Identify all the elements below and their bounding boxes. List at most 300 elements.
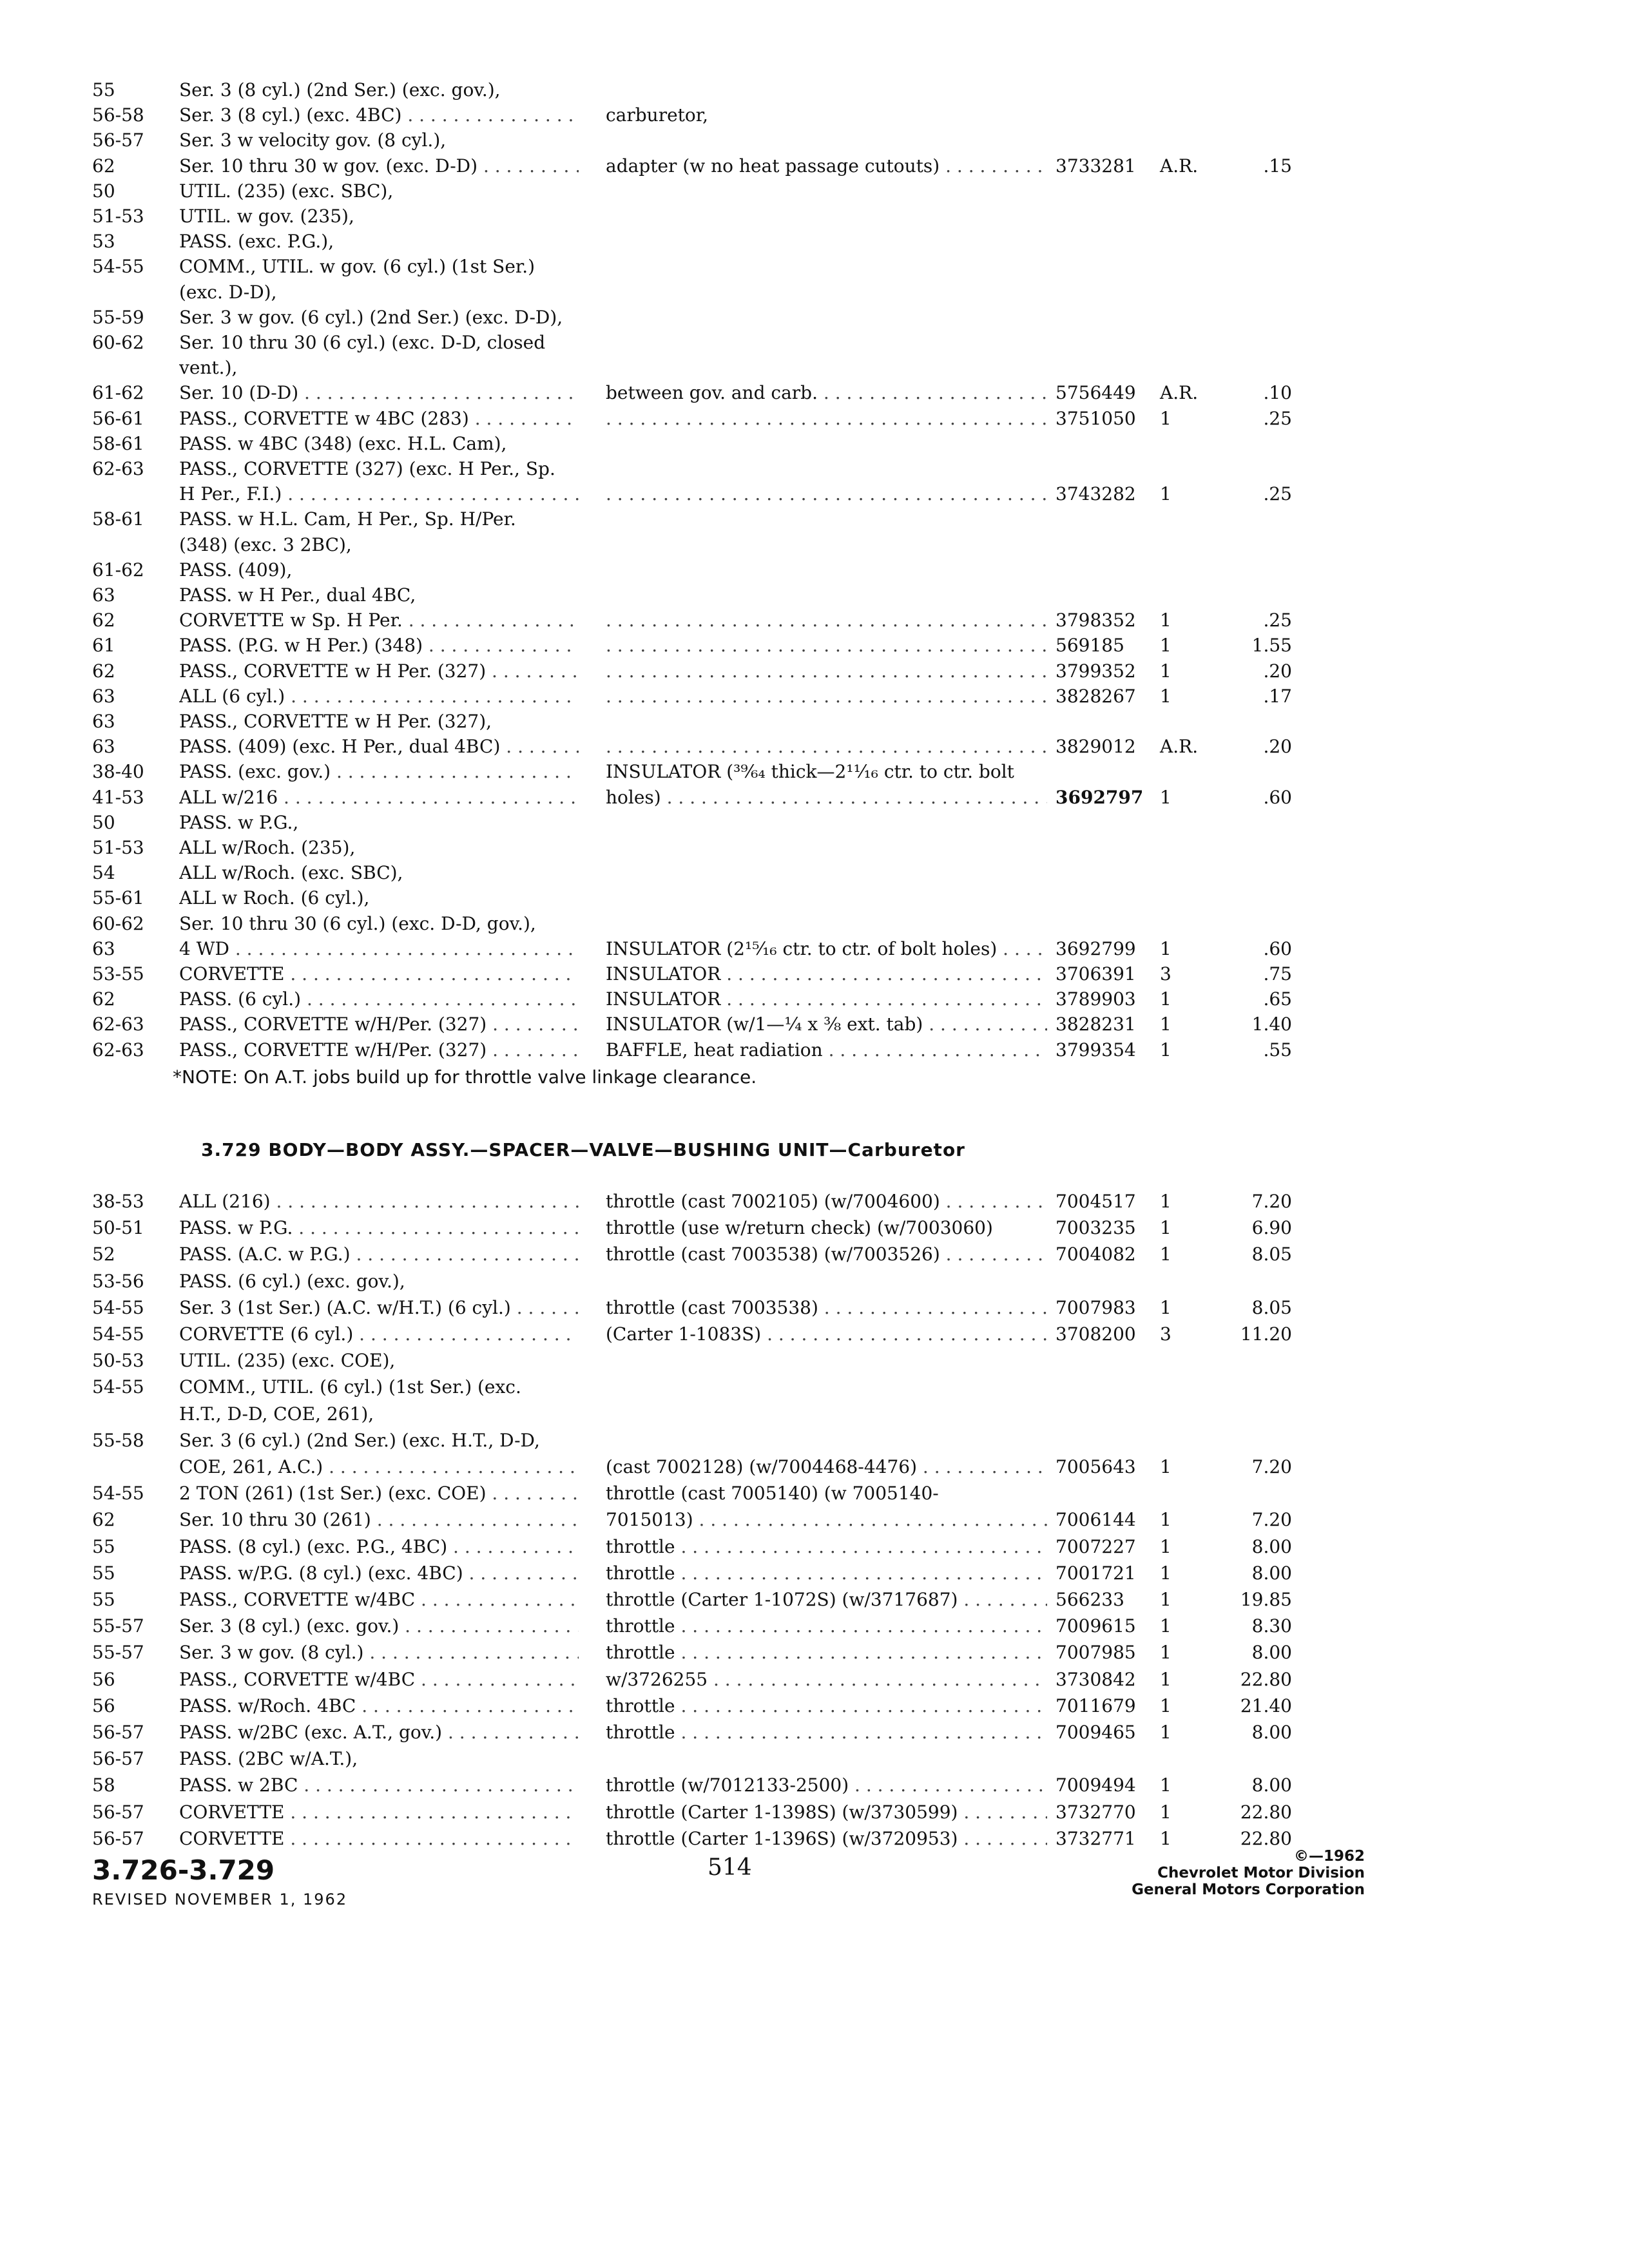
- description-cell: (cast 7002128) (w/7004468-4476) . . .: [606, 1454, 1047, 1480]
- year-cell: 54-55: [92, 256, 144, 278]
- year-cell: 62: [92, 610, 115, 631]
- application-cell: Ser. 3 (8 cyl.) (exc. gov.) . . .: [179, 1613, 579, 1639]
- table-row: [0, 1720, 1629, 1745]
- table-row: [0, 481, 1629, 507]
- year-cell: 55-59: [92, 306, 144, 328]
- year-cell: 58-61: [92, 508, 144, 530]
- table-row: [0, 1242, 1629, 1267]
- application-cell: PASS. w P.G.,: [179, 811, 299, 833]
- table-row: [0, 582, 1629, 608]
- part-number-cell: 7003235: [1055, 1217, 1136, 1239]
- table-row: [0, 608, 1629, 633]
- year-cell: 54-55: [92, 1296, 144, 1318]
- part-number-cell: 7011679: [1055, 1695, 1136, 1716]
- description-cell: [606, 734, 1047, 760]
- year-cell: 51-53: [92, 206, 144, 227]
- application-cell: PASS. w/Roch. 4BC . . .: [179, 1693, 579, 1719]
- application-cell: COMM., UTIL. w gov. (6 cyl.) (1st Ser.): [179, 256, 535, 278]
- table-row: [0, 785, 1629, 811]
- table-row: [0, 1012, 1629, 1037]
- revision-date: REVISED NOVEMBER 1, 1962: [92, 1890, 348, 1908]
- application-cell: PASS. w 2BC . . .: [179, 1773, 579, 1798]
- description-cell: between gov. and carb. . . .: [606, 380, 1047, 406]
- quantity-cell: 1: [1160, 1296, 1171, 1318]
- part-number-cell: 7005643: [1055, 1456, 1136, 1477]
- quantity-cell: 1: [1160, 1695, 1171, 1716]
- year-cell: 60-62: [92, 912, 144, 934]
- table-row: [0, 835, 1629, 861]
- application-cell: Ser. 10 thru 30 (261) . . .: [179, 1507, 579, 1533]
- table-row: [0, 102, 1629, 128]
- table-row: [0, 1295, 1629, 1321]
- part-number-cell: 3789903: [1055, 988, 1136, 1010]
- part-number-cell: 3706391: [1055, 963, 1136, 985]
- part-number-cell: 569185: [1055, 635, 1124, 657]
- price-cell: .65: [1263, 988, 1292, 1010]
- year-cell: 63: [92, 736, 115, 758]
- price-cell: .25: [1263, 407, 1292, 429]
- quantity-cell: 3: [1160, 963, 1171, 985]
- application-cell: Ser. 3 (6 cyl.) (2nd Ser.) (exc. H.T., D-D,: [179, 1429, 540, 1451]
- price-cell: 6.90: [1251, 1217, 1292, 1239]
- application-cell: PASS. (409) (exc. H Per., dual 4BC) . . .: [179, 734, 579, 760]
- year-cell: 62: [92, 988, 115, 1010]
- application-cell: PASS., CORVETTE w H Per. (327) . . .: [179, 658, 579, 684]
- application-cell: CORVETTE . . .: [179, 1826, 579, 1852]
- table-row: [0, 1401, 1629, 1427]
- price-cell: .60: [1263, 786, 1292, 808]
- year-cell: 51-53: [92, 837, 144, 858]
- footnote: *NOTE: On A.T. jobs build up for throttle valve linkage clearance.: [173, 1066, 757, 1088]
- part-number-cell: 3798352: [1055, 610, 1136, 631]
- table-row: [0, 1800, 1629, 1825]
- table-row: [0, 128, 1629, 153]
- table-row: [0, 633, 1629, 658]
- part-number-cell: 3733281: [1055, 155, 1136, 177]
- quantity-cell: 1: [1160, 1244, 1171, 1265]
- application-cell: PASS. (8 cyl.) (exc. P.G., 4BC) . . .: [179, 1534, 579, 1560]
- table-row: [0, 532, 1629, 558]
- corporation-name: General Motors Corporation: [1132, 1881, 1365, 1898]
- section-heading: 3.729 BODY—BODY ASSY.—SPACER—VALVE—BUSHING UNIT—Carburetor: [201, 1139, 965, 1160]
- table-row: [0, 406, 1629, 432]
- application-cell: PASS. w H Per., dual 4BC,: [179, 584, 416, 606]
- year-cell: 62-63: [92, 458, 144, 479]
- price-cell: 8.05: [1251, 1244, 1292, 1265]
- year-cell: 61-62: [92, 559, 144, 581]
- description-cell: throttle (cast 7002105) (w/7004600) . . .: [606, 1189, 1047, 1215]
- year-cell: 54-55: [92, 1483, 144, 1504]
- description-cell: INSULATOR . . .: [606, 986, 1047, 1012]
- description-cell: throttle (Carter 1-1398S) (w/3730599) . . .: [606, 1800, 1047, 1825]
- year-cell: 55: [92, 1589, 115, 1610]
- year-cell: 61-62: [92, 382, 144, 404]
- application-cell: PASS. w 4BC (348) (exc. H.L. Cam),: [179, 432, 507, 454]
- year-cell: 56-57: [92, 130, 144, 151]
- quantity-cell: A.R.: [1160, 736, 1199, 758]
- description-cell: INSULATOR (w/1—¼ x ⅜ ext. tab) . . .: [606, 1012, 1047, 1037]
- quantity-cell: 1: [1160, 635, 1171, 657]
- table-row: [0, 1215, 1629, 1241]
- description-cell: [606, 633, 1047, 658]
- price-cell: 7.20: [1251, 1456, 1292, 1477]
- quantity-cell: 1: [1160, 1827, 1171, 1849]
- application-cell: ALL w/Roch. (235),: [179, 837, 356, 858]
- table-row: [0, 1428, 1629, 1454]
- application-cell: Ser. 3 w velocity gov. (8 cyl.),: [179, 130, 447, 151]
- application-cell: ALL w/216 . . .: [179, 785, 579, 811]
- year-cell: 56-57: [92, 1722, 144, 1743]
- application-cell: PASS. (409),: [179, 559, 293, 581]
- application-cell: CORVETTE (6 cyl.) . . .: [179, 1321, 579, 1347]
- part-number-cell: 7009615: [1055, 1615, 1136, 1637]
- application-cell: PASS., CORVETTE w/H/Per. (327) . . .: [179, 1012, 579, 1037]
- year-cell: 50-51: [92, 1217, 144, 1239]
- application-cell: PASS. w H.L. Cam, H Per., Sp. H/Per.: [179, 508, 516, 530]
- price-cell: 8.00: [1251, 1642, 1292, 1664]
- application-cell: Ser. 10 (D-D) . . .: [179, 380, 579, 406]
- description-cell: throttle (cast 7005140) (w 7005140-: [606, 1483, 939, 1504]
- year-cell: 38-40: [92, 761, 144, 783]
- description-cell: carburetor,: [606, 104, 708, 126]
- price-cell: 8.05: [1251, 1296, 1292, 1318]
- year-cell: 54-55: [92, 1323, 144, 1345]
- table-row: [0, 860, 1629, 886]
- table-row: [0, 355, 1629, 381]
- table-row: [0, 658, 1629, 684]
- quantity-cell: 1: [1160, 1509, 1171, 1531]
- price-cell: .20: [1263, 736, 1292, 758]
- price-cell: .17: [1263, 685, 1292, 707]
- application-cell: UTIL. w gov. (235),: [179, 206, 354, 227]
- application-cell: PASS. (A.C. w P.G.) . . .: [179, 1242, 579, 1267]
- quantity-cell: 1: [1160, 1774, 1171, 1796]
- application-cell: PASS., CORVETTE (327) (exc. H Per., Sp.: [179, 458, 555, 479]
- year-cell: 58-61: [92, 432, 144, 454]
- year-cell: 41-53: [92, 786, 144, 808]
- application-cell: Ser. 3 w gov. (6 cyl.) (2nd Ser.) (exc. D-D),: [179, 306, 563, 328]
- year-cell: 60-62: [92, 332, 144, 353]
- quantity-cell: 1: [1160, 1014, 1171, 1035]
- price-cell: 7.20: [1251, 1191, 1292, 1212]
- table-row: [0, 280, 1629, 305]
- part-number-cell: 7001721: [1055, 1562, 1136, 1584]
- quantity-cell: 1: [1160, 685, 1171, 707]
- quantity-cell: 1: [1160, 988, 1171, 1010]
- description-cell: 7015013) . . .: [606, 1507, 1047, 1533]
- description-cell: throttle . . .: [606, 1720, 1047, 1745]
- year-cell: 56-58: [92, 104, 144, 126]
- year-cell: 62-63: [92, 1039, 144, 1061]
- description-cell: [606, 684, 1047, 709]
- table-row: [0, 204, 1629, 229]
- year-cell: 55-57: [92, 1642, 144, 1664]
- table-row: [0, 1481, 1629, 1506]
- description-cell: throttle . . .: [606, 1561, 1047, 1586]
- table-row: [0, 961, 1629, 987]
- year-cell: 55: [92, 1562, 115, 1584]
- year-cell: 63: [92, 937, 115, 959]
- price-cell: .25: [1263, 610, 1292, 631]
- table-row: [0, 229, 1629, 255]
- section-code: 3.726-3.729: [92, 1854, 275, 1886]
- part-number-cell: 3692797: [1055, 786, 1144, 808]
- year-cell: 50-53: [92, 1350, 144, 1372]
- application-cell: PASS., CORVETTE w H Per. (327),: [179, 711, 492, 732]
- price-cell: .75: [1263, 963, 1292, 985]
- table-row: [0, 1454, 1629, 1480]
- part-number-cell: 3829012: [1055, 736, 1136, 758]
- application-cell: (348) (exc. 3 2BC),: [179, 533, 352, 555]
- table-row: [0, 1037, 1629, 1063]
- description-cell: throttle . . .: [606, 1613, 1047, 1639]
- quantity-cell: 1: [1160, 610, 1171, 631]
- copyright-year: ©—1962: [1293, 1848, 1365, 1865]
- description-cell: throttle (use w/return check) (w/7003060): [606, 1217, 993, 1239]
- part-number-cell: 3743282: [1055, 483, 1136, 505]
- application-cell: Ser. 10 thru 30 (6 cyl.) (exc. D-D, gov.),: [179, 912, 536, 934]
- table-row: [0, 1613, 1629, 1639]
- quantity-cell: 1: [1160, 1191, 1171, 1212]
- part-number-cell: 566233: [1055, 1589, 1124, 1610]
- application-cell: Ser. 3 (1st Ser.) (A.C. w/H.T.) (6 cyl.) . . .: [179, 1295, 579, 1321]
- table-row: [0, 1667, 1629, 1693]
- table-row: [0, 456, 1629, 482]
- description-cell: [606, 658, 1047, 684]
- table-row: [0, 885, 1629, 911]
- application-cell: PASS. (exc. P.G.),: [179, 231, 334, 253]
- quantity-cell: 1: [1160, 1642, 1171, 1664]
- application-cell: PASS., CORVETTE w/H/Per. (327) . . .: [179, 1037, 579, 1063]
- table-row: [0, 380, 1629, 406]
- description-cell: throttle . . .: [606, 1640, 1047, 1666]
- table-row: [0, 1587, 1629, 1613]
- year-cell: 56-57: [92, 1748, 144, 1770]
- year-cell: 56-57: [92, 1801, 144, 1823]
- table-row: [0, 986, 1629, 1012]
- price-cell: 22.80: [1240, 1668, 1292, 1690]
- price-cell: 8.00: [1251, 1774, 1292, 1796]
- price-cell: 8.00: [1251, 1562, 1292, 1584]
- quantity-cell: 1: [1160, 1589, 1171, 1610]
- part-number-cell: 3730842: [1055, 1668, 1136, 1690]
- description-cell: throttle (cast 7003538) (w/7003526) . . .: [606, 1242, 1047, 1267]
- quantity-cell: 1: [1160, 1456, 1171, 1477]
- quantity-cell: 3: [1160, 1323, 1171, 1345]
- quantity-cell: 1: [1160, 1668, 1171, 1690]
- part-number-cell: 7007983: [1055, 1296, 1136, 1318]
- year-cell: 58: [92, 1774, 115, 1796]
- description-cell: INSULATOR (³⁹⁄₆₄ thick—2¹¹⁄₁₆ ctr. to ctr. bolt: [606, 761, 1014, 783]
- description-cell: (Carter 1-1083S) . . .: [606, 1321, 1047, 1347]
- price-cell: 19.85: [1240, 1589, 1292, 1610]
- year-cell: 63: [92, 685, 115, 707]
- application-cell: PASS. (6 cyl.) . . .: [179, 986, 579, 1012]
- price-cell: .25: [1263, 483, 1292, 505]
- application-cell: PASS. (exc. gov.) . . .: [179, 759, 579, 785]
- table-row: [0, 709, 1629, 735]
- description-cell: [606, 608, 1047, 633]
- quantity-cell: 1: [1160, 1801, 1171, 1823]
- price-cell: 22.80: [1240, 1827, 1292, 1849]
- price-cell: 1.55: [1251, 635, 1292, 657]
- table-row: [0, 734, 1629, 760]
- quantity-cell: 1: [1160, 1562, 1171, 1584]
- price-cell: .55: [1263, 1039, 1292, 1061]
- table-row: [0, 305, 1629, 331]
- price-cell: 21.40: [1240, 1695, 1292, 1716]
- table-row: [0, 1348, 1629, 1374]
- table-row: [0, 936, 1629, 962]
- quantity-cell: 1: [1160, 1722, 1171, 1743]
- description-cell: w/3726255 . . .: [606, 1667, 1047, 1693]
- part-number-cell: 3732770: [1055, 1801, 1136, 1823]
- application-cell: ALL (216) . . .: [179, 1189, 579, 1215]
- year-cell: 62-63: [92, 1014, 144, 1035]
- year-cell: 55-58: [92, 1429, 144, 1451]
- price-cell: 1.40: [1251, 1014, 1292, 1035]
- part-number-cell: 7004517: [1055, 1191, 1136, 1212]
- table-row: [0, 1826, 1629, 1852]
- application-cell: Ser. 3 w gov. (8 cyl.) . . .: [179, 1640, 579, 1666]
- description-cell: throttle (Carter 1-1396S) (w/3720953) . . .: [606, 1826, 1047, 1852]
- price-cell: 7.20: [1251, 1509, 1292, 1531]
- application-cell: CORVETTE w Sp. H Per. . . .: [179, 608, 579, 633]
- table-row: [0, 1189, 1629, 1215]
- application-cell: 2 TON (261) (1st Ser.) (exc. COE) . . .: [179, 1481, 579, 1506]
- year-cell: 55-57: [92, 1615, 144, 1637]
- year-cell: 50: [92, 811, 115, 833]
- year-cell: 56-61: [92, 407, 144, 429]
- part-number-cell: 3799352: [1055, 660, 1136, 682]
- part-number-cell: 3692799: [1055, 937, 1136, 959]
- table-row: [0, 153, 1629, 179]
- quantity-cell: 1: [1160, 1039, 1171, 1061]
- table-row: [0, 684, 1629, 709]
- table-row: [0, 431, 1629, 457]
- application-cell: ALL (6 cyl.) . . .: [179, 684, 579, 709]
- division-name: Chevrolet Motor Division: [1157, 1865, 1365, 1881]
- application-cell: H.T., D-D, COE, 261),: [179, 1403, 374, 1425]
- year-cell: 61: [92, 635, 115, 657]
- table-row: [0, 1746, 1629, 1772]
- year-cell: 63: [92, 584, 115, 606]
- quantity-cell: 1: [1160, 786, 1171, 808]
- year-cell: 38-53: [92, 1191, 144, 1212]
- table-row: [0, 1507, 1629, 1533]
- application-cell: CORVETTE . . .: [179, 961, 579, 987]
- table-row: [0, 77, 1629, 103]
- year-cell: 63: [92, 711, 115, 732]
- table-row: [0, 1773, 1629, 1798]
- quantity-cell: A.R.: [1160, 382, 1199, 404]
- application-cell: vent.),: [179, 357, 238, 379]
- part-number-cell: 3828267: [1055, 685, 1136, 707]
- description-cell: BAFFLE, heat radiation . . .: [606, 1037, 1047, 1063]
- year-cell: 50: [92, 180, 115, 202]
- price-cell: .10: [1263, 382, 1292, 404]
- application-cell: Ser. 3 (8 cyl.) (exc. 4BC) . . .: [179, 102, 579, 128]
- part-number-cell: 3732771: [1055, 1827, 1136, 1849]
- description-cell: throttle (cast 7003538) . . .: [606, 1295, 1047, 1321]
- application-cell: Ser. 10 thru 30 w gov. (exc. D-D) . . .: [179, 153, 579, 179]
- quantity-cell: 1: [1160, 1615, 1171, 1637]
- application-cell: PASS. (P.G. w H Per.) (348) . . .: [179, 633, 579, 658]
- year-cell: 62: [92, 1509, 115, 1531]
- quantity-cell: 1: [1160, 1217, 1171, 1239]
- part-number-cell: 5756449: [1055, 382, 1136, 404]
- application-cell: PASS., CORVETTE w/4BC . . .: [179, 1667, 579, 1693]
- price-cell: .60: [1263, 937, 1292, 959]
- year-cell: 56-57: [92, 1827, 144, 1849]
- quantity-cell: 1: [1160, 407, 1171, 429]
- description-cell: throttle . . .: [606, 1693, 1047, 1719]
- application-cell: Ser. 10 thru 30 (6 cyl.) (exc. D-D, closed: [179, 332, 546, 353]
- year-cell: 62: [92, 155, 115, 177]
- description-cell: INSULATOR . . .: [606, 961, 1047, 987]
- part-number-cell: 3828231: [1055, 1014, 1136, 1035]
- year-cell: 53: [92, 231, 115, 253]
- application-cell: COMM., UTIL. (6 cyl.) (1st Ser.) (exc.: [179, 1376, 521, 1398]
- quantity-cell: 1: [1160, 1535, 1171, 1557]
- table-row: [0, 506, 1629, 532]
- application-cell: 4 WD . . .: [179, 936, 579, 962]
- table-row: [0, 911, 1629, 937]
- application-cell: UTIL. (235) (exc. SBC),: [179, 180, 394, 202]
- quantity-cell: A.R.: [1160, 155, 1199, 177]
- table-row: [0, 1374, 1629, 1400]
- description-cell: [606, 406, 1047, 432]
- price-cell: 8.00: [1251, 1722, 1292, 1743]
- application-cell: PASS. (2BC w/A.T.),: [179, 1748, 358, 1770]
- application-cell: CORVETTE . . .: [179, 1800, 579, 1825]
- part-number-cell: 7009465: [1055, 1722, 1136, 1743]
- price-cell: .20: [1263, 660, 1292, 682]
- description-cell: [606, 481, 1047, 507]
- application-cell: H Per., F.I.) . . .: [179, 481, 579, 507]
- application-cell: ALL w/Roch. (exc. SBC),: [179, 862, 403, 884]
- table-row: [0, 1269, 1629, 1294]
- application-cell: UTIL. (235) (exc. COE),: [179, 1350, 396, 1372]
- table-row: [0, 178, 1629, 204]
- year-cell: 53-55: [92, 963, 144, 985]
- year-cell: 56: [92, 1695, 115, 1716]
- year-cell: 53-56: [92, 1270, 144, 1292]
- description-cell: throttle (Carter 1-1072S) (w/3717687) . . .: [606, 1587, 1047, 1613]
- year-cell: 56: [92, 1668, 115, 1690]
- description-cell: throttle . . .: [606, 1534, 1047, 1560]
- table-row: [0, 1561, 1629, 1586]
- description-cell: throttle (w/7012133-2500) . . .: [606, 1773, 1047, 1798]
- quantity-cell: 1: [1160, 937, 1171, 959]
- copyright-block: [1132, 1848, 1365, 1898]
- part-number-cell: 7004082: [1055, 1244, 1136, 1265]
- price-cell: 8.30: [1251, 1615, 1292, 1637]
- table-row: [0, 330, 1629, 356]
- application-cell: PASS., CORVETTE w 4BC (283) . . .: [179, 406, 579, 432]
- application-cell: PASS., CORVETTE w/4BC . . .: [179, 1587, 579, 1613]
- application-cell: PASS. w P.G. . . .: [179, 1215, 579, 1241]
- quantity-cell: 1: [1160, 483, 1171, 505]
- year-cell: 55: [92, 79, 115, 101]
- price-cell: 8.00: [1251, 1535, 1292, 1557]
- table-row: [0, 759, 1629, 785]
- price-cell: .15: [1263, 155, 1292, 177]
- year-cell: 55-61: [92, 887, 144, 909]
- description-cell: INSULATOR (2¹⁵⁄₁₆ ctr. to ctr. of bolt holes) . . .: [606, 936, 1047, 962]
- description-cell: adapter (w no heat passage cutouts) . . .: [606, 153, 1047, 179]
- part-number-cell: 7009494: [1055, 1774, 1136, 1796]
